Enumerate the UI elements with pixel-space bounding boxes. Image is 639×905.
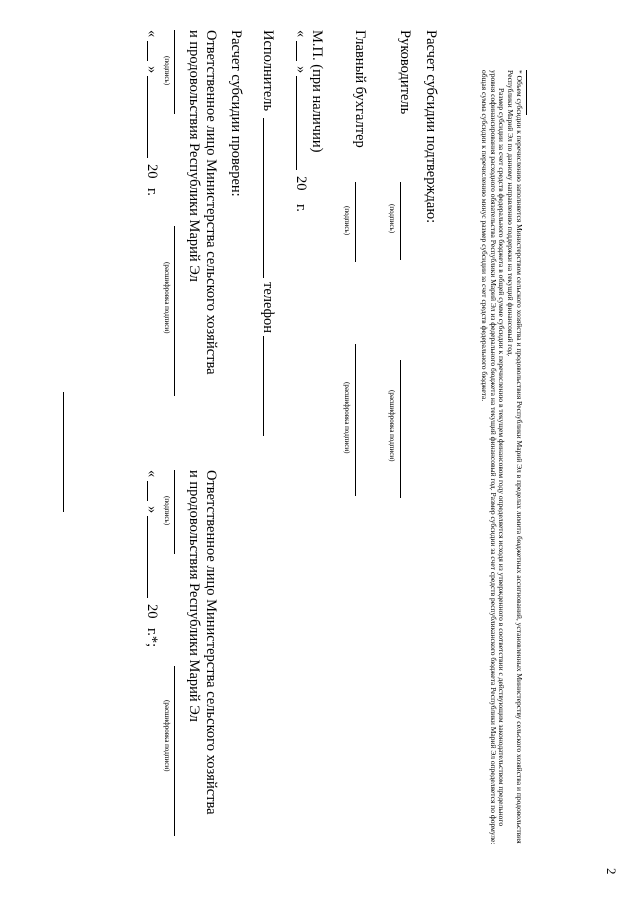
year-suffix-2: г. [144, 188, 160, 196]
responsible-left-signature-caption: (подпись) [163, 56, 171, 86]
year-prefix-2: 20 [144, 164, 160, 179]
responsible-right-decoding-line [174, 666, 175, 836]
phone-line [263, 336, 264, 436]
responsible-right-decoding-caption: (расшифровка подписи) [163, 700, 171, 772]
date-day-line-1 [296, 41, 297, 61]
separator-left [63, 392, 64, 512]
responsible-right-line-1: Ответственное лицо Министерства сельского хозяйства [203, 470, 219, 815]
date-month-line-3 [147, 516, 148, 598]
footnote-text-2: Размер субсидии за счет средств федерального бюджета в общей сумме субсидии к перечислению в текущем финансовом году определяется исходя из утвержденного в соответствии с действующим законодательством предельного уровня софинансирования расходного обязательства Республики Марий Эл из федерального бюджета на текущий финансовый год. Размер субсидии за счет средств республиканского бюджета Республики Марий Эл определяется по формуле: общая сумма субсидии к перечислению минус размер субсидии за счет средств федерального бюджета. [479, 70, 507, 845]
confirm-heading: Расчет субсидии подтверждаю: [423, 30, 439, 224]
footnote-paragraph-1 [505, 70, 523, 850]
accountant-label: Главный бухгалтер [352, 30, 368, 148]
accountant-decoding-line [355, 344, 356, 496]
date-day-line-3 [147, 481, 148, 501]
head-decoding-line [400, 360, 401, 498]
responsible-left-line-2: и продовольствия Республики Марий Эл [186, 30, 202, 282]
year-suffix-3: г.*; [144, 628, 160, 648]
responsible-right-line-2: и продовольствия Республики Марий Эл [186, 470, 202, 722]
stamp-label: М.П. (при наличии) [309, 30, 325, 153]
accountant-decoding-caption: (расшифровка подписи) [343, 382, 351, 454]
date-quote-close-1: » [293, 66, 309, 74]
footnote-marker: * [515, 70, 524, 74]
executor-line [263, 118, 264, 278]
footnote [479, 70, 523, 850]
responsible-right-signature-caption: (подпись) [163, 496, 171, 526]
footnote-paragraph-2 [479, 70, 505, 850]
footnote-text-1: Объем субсидии к перечислению заполняется Министерством сельского хозяйства и продовольствия Республики Марий Эл в пределах лимита бюджетных ассигнований, установленных Министерству сельского хозяйства и продовольствия Республики Марий Эл по данному направлению поддержки на текущий финансовый год. [506, 70, 524, 844]
date-day-line-2 [147, 41, 148, 61]
head-decoding-caption: (расшифровка подписи) [388, 390, 396, 462]
executor-label: Исполнитель [260, 30, 276, 112]
footnote-separator [526, 70, 527, 115]
date-quote-open-2: « [144, 30, 160, 38]
page-number: 2 [604, 868, 619, 875]
date-month-line-2 [147, 76, 148, 158]
year-prefix-1: 20 [293, 176, 309, 191]
responsible-right-signature-line [174, 470, 175, 554]
responsible-left-line-1: Ответственное лицо Министерства сельского хозяйства [203, 30, 219, 375]
checked-heading: Расчет субсидии проверен: [228, 30, 244, 197]
head-label: Руководитель [397, 30, 413, 115]
head-signature-line [400, 182, 401, 260]
accountant-signature-line [355, 182, 356, 262]
date-month-line-1 [296, 76, 297, 170]
responsible-left-decoding-line [174, 226, 175, 396]
accountant-signature-caption: (подпись) [343, 206, 351, 236]
responsible-left-decoding-caption: (расшифровка подписи) [163, 262, 171, 334]
date-quote-open-3: « [144, 470, 160, 478]
year-prefix-3: 20 [144, 604, 160, 619]
phone-label: телефон [260, 282, 276, 334]
responsible-left-signature-line [174, 30, 175, 114]
head-signature-caption: (подпись) [388, 204, 396, 234]
date-quote-close-2: » [144, 66, 160, 74]
date-quote-close-3: » [144, 506, 160, 514]
date-quote-open-1: « [293, 30, 309, 38]
year-suffix-1: г. [293, 204, 309, 212]
